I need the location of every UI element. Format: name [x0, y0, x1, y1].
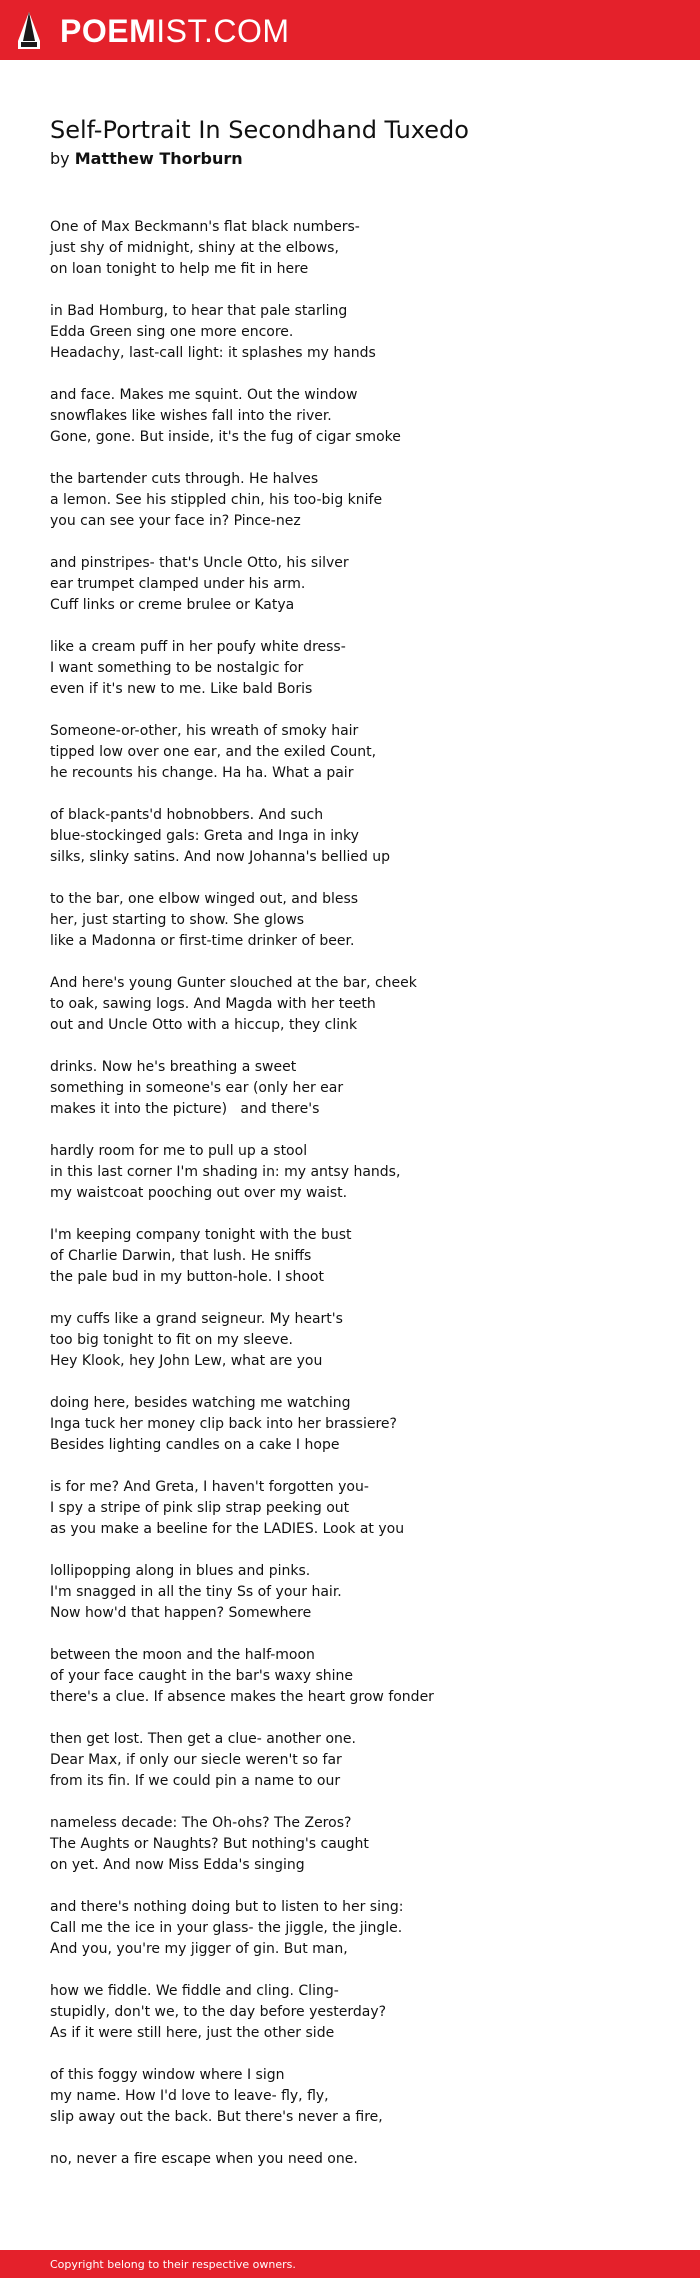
poem-line: on loan tonight to help me fit in here — [50, 261, 309, 277]
poem-line: of your face caught in the bar's waxy shine — [50, 1668, 354, 1684]
poem-line: Headachy, last-call light: it splashes my hands — [50, 345, 376, 361]
poem-line: drinks. Now he's breathing a sweet — [50, 1059, 297, 1075]
poem-line: I'm snagged in all the tiny Ss of your hair. — [50, 1584, 342, 1600]
poem-line: of Charlie Darwin, that lush. He sniffs — [50, 1248, 312, 1264]
stanza — [50, 385, 670, 448]
stanza — [50, 301, 670, 364]
poem-line: I spy a stripe of pink slip strap peeking out — [50, 1500, 350, 1516]
poem-line: of black-pants'd hobnobbers. And such — [50, 807, 324, 823]
poem-line: doing here, besides watching me watching — [50, 1395, 351, 1411]
poem-line: how we fiddle. We fiddle and cling. Cling- — [50, 1983, 339, 1999]
poem-line: tipped low over one ear, and the exiled Count, — [50, 744, 377, 760]
poem-line: slip away out the back. But there's never a fire, — [50, 2109, 383, 2125]
byline-prefix: by — [50, 149, 70, 168]
poem-line: of this foggy window where I sign — [50, 2067, 285, 2083]
poem-line: Call me the ice in your glass- the jiggle, the jingle. — [50, 1920, 403, 1936]
stanza — [50, 721, 670, 784]
poem-line: then get lost. Then get a clue- another one. — [50, 1731, 356, 1747]
poem-line: Someone-or-other, his wreath of smoky hair — [50, 723, 359, 739]
poem-line: ear trumpet clamped under his arm. — [50, 576, 306, 592]
stanza — [50, 805, 670, 868]
poem-line: my name. How I'd love to leave- fly, fly, — [50, 2088, 329, 2104]
poem-line: my waistcoat pooching out over my waist. — [50, 1185, 348, 1201]
poem-line: The Aughts or Naughts? But nothing's caught — [50, 1836, 369, 1852]
poem-line: from its fin. If we could pin a name to our — [50, 1773, 341, 1789]
stanza — [50, 1393, 670, 1456]
poem-line: too big tonight to fit on my sleeve. — [50, 1332, 293, 1348]
poem-line: my cuffs like a grand seigneur. My heart's — [50, 1311, 343, 1327]
poem-line: like a cream puff in her poufy white dress- — [50, 639, 346, 655]
stanza — [50, 637, 670, 700]
stanza — [50, 1897, 670, 1960]
poem-line: Besides lighting candles on a cake I hope — [50, 1437, 340, 1453]
poem-line: Now how'd that happen? Somewhere — [50, 1605, 312, 1621]
poem-line: to the bar, one elbow winged out, and bless — [50, 891, 359, 907]
poem-line: snowflakes like wishes fall into the river. — [50, 408, 332, 424]
stanza — [50, 1645, 670, 1708]
stanza — [50, 1057, 670, 1120]
stanza — [50, 1309, 670, 1372]
poem-line: something in someone's ear (only her ear — [50, 1080, 344, 1096]
poem-line: One of Max Beckmann's flat black numbers- — [50, 219, 360, 235]
poem-line: lollipopping along in blues and pinks. — [50, 1563, 311, 1579]
poem-line: blue-stockinged gals: Greta and Inga in inky — [50, 828, 359, 844]
stanza — [50, 1477, 670, 1540]
poem-byline — [50, 148, 670, 170]
author-link[interactable]: Matthew Thorburn — [74, 149, 243, 168]
poem-line: is for me? And Greta, I haven't forgotten you- — [50, 1479, 369, 1495]
stanza — [50, 889, 670, 952]
stanza — [50, 2065, 670, 2128]
poem-line: her, just starting to show. She glows — [50, 912, 305, 928]
poem-line: on yet. And now Miss Edda's singing — [50, 1857, 305, 1873]
poem-line: stupidly, don't we, to the day before yesterday? — [50, 2004, 387, 2020]
poem-line: As if it were still here, just the other side — [50, 2025, 335, 2041]
poem-line: there's a clue. If absence makes the heart grow fonder — [50, 1689, 434, 1705]
poem-line: makes it into the picture) and there's — [50, 1101, 320, 1117]
poem-line: you can see your face in? Pince-nez — [50, 513, 301, 529]
poem-line: a lemon. See his stippled chin, his too-big knife — [50, 492, 383, 508]
poem-line: to oak, sawing logs. And Magda with her teeth — [50, 996, 376, 1012]
stanza — [50, 217, 670, 280]
stanza — [50, 2149, 670, 2170]
stanza — [50, 1225, 670, 1288]
poem-line: he recounts his change. Ha ha. What a pair — [50, 765, 354, 781]
poem-line: Inga tuck her money clip back into her brassiere? — [50, 1416, 397, 1432]
poem-line: the pale bud in my button-hole. I shoot — [50, 1269, 324, 1285]
poem-line: even if it's new to me. Like bald Boris — [50, 681, 313, 697]
stanza — [50, 1561, 670, 1624]
stanza — [50, 469, 670, 532]
poem-line: And you, you're my jigger of gin. But man, — [50, 1941, 348, 1957]
poem-body — [50, 217, 670, 2191]
poem-line: I want something to be nostalgic for — [50, 660, 304, 676]
site-header — [0, 0, 700, 60]
poem-line: in Bad Homburg, to hear that pale starling — [50, 303, 348, 319]
poem-line: and pinstripes- that's Uncle Otto, his silver — [50, 555, 349, 571]
poem-line: just shy of midnight, shiny at the elbows, — [50, 240, 339, 256]
poem-line: Edda Green sing one more encore. — [50, 324, 294, 340]
pen-nib-icon — [16, 11, 42, 51]
brand-bold: POEM — [60, 12, 157, 49]
poem-line: no, never a fire escape when you need one. — [50, 2151, 358, 2167]
poem-line: the bartender cuts through. He halves — [50, 471, 319, 487]
site-logo-text — [60, 11, 290, 51]
stanza — [50, 553, 670, 616]
poem-line: Gone, gone. But inside, it's the fug of cigar smoke — [50, 429, 401, 445]
brand-light: IST.COM — [156, 12, 290, 49]
poem-line: And here's young Gunter slouched at the bar, cheek — [50, 975, 417, 991]
poem-line: and there's nothing doing but to listen to her sing: — [50, 1899, 404, 1915]
poem-line: Dear Max, if only our siecle weren't so far — [50, 1752, 342, 1768]
poem-line: in this last corner I'm shading in: my antsy hands, — [50, 1164, 401, 1180]
poem-line: nameless decade: The Oh-ohs? The Zeros? — [50, 1815, 352, 1831]
poem-line: like a Madonna or first-time drinker of beer. — [50, 933, 355, 949]
poem-title: Self-Portrait In Secondhand Tuxedo — [50, 116, 469, 144]
stanza — [50, 973, 670, 1036]
stanza — [50, 1813, 670, 1876]
poem-line: as you make a beeline for the LADIES. Look at you — [50, 1521, 405, 1537]
site-footer — [0, 2250, 700, 2278]
poem-line: Hey Klook, hey John Lew, what are you — [50, 1353, 323, 1369]
copyright-notice: Copyright belong to their respective owners. — [50, 2257, 296, 2271]
poem-line: hardly room for me to pull up a stool — [50, 1143, 308, 1159]
poem-line: and face. Makes me squint. Out the window — [50, 387, 358, 403]
poem-line: Cuff links or creme brulee or Katya — [50, 597, 295, 613]
poem-line: out and Uncle Otto with a hiccup, they clink — [50, 1017, 358, 1033]
stanza — [50, 1141, 670, 1204]
stanza — [50, 1729, 670, 1792]
poem-line: silks, slinky satins. And now Johanna's bellied up — [50, 849, 391, 865]
stanza — [50, 1981, 670, 2044]
poem-line: between the moon and the half-moon — [50, 1647, 315, 1663]
poem-line: I'm keeping company tonight with the bust — [50, 1227, 352, 1243]
